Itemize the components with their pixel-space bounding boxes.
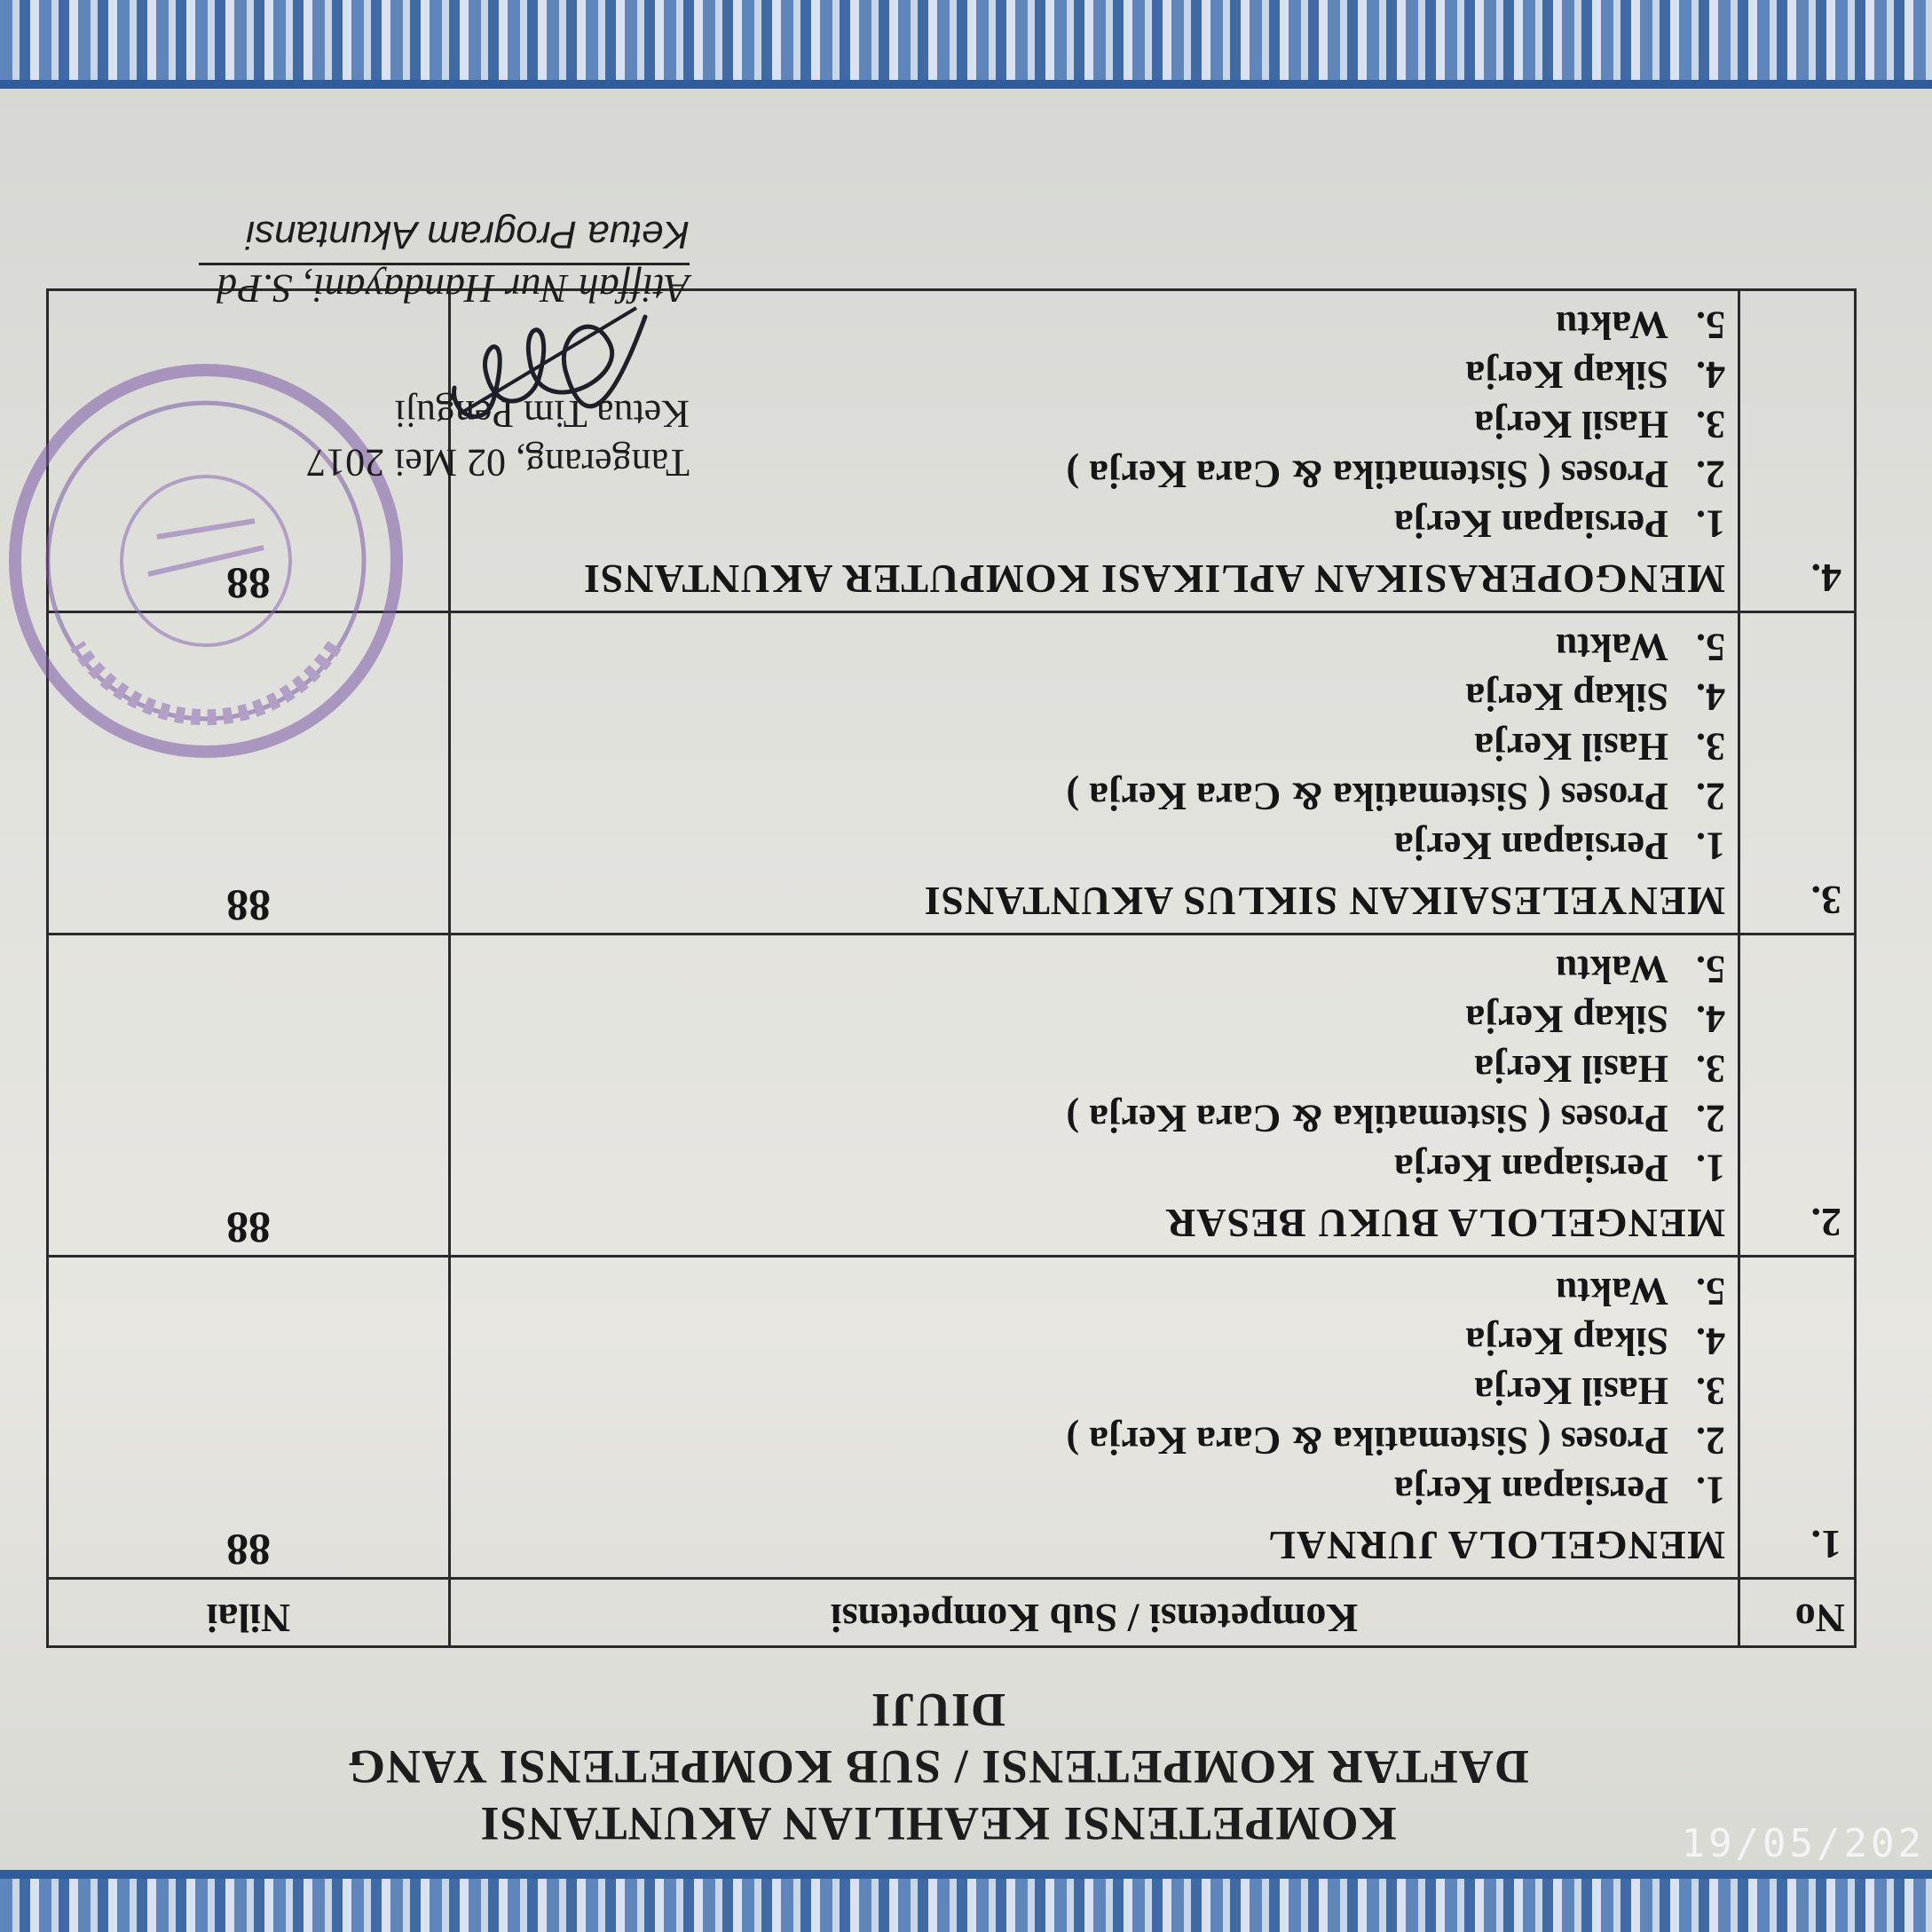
sub-competency-number: 3.: [1696, 403, 1725, 446]
decorative-border-bottom: [0, 1870, 1932, 1932]
sub-competency-label: Sikap Kerja: [1465, 1320, 1668, 1363]
sub-competency-item: [463, 994, 1725, 1044]
column-header-value: Nilai: [48, 1579, 450, 1647]
sub-competency-label: Waktu: [1555, 626, 1668, 669]
sub-competency-label: Proses ( Sistematika & Cara Kerja ): [1066, 1419, 1668, 1463]
competency-cell: [450, 612, 1739, 934]
sub-competency-number: 4.: [1696, 675, 1725, 719]
sub-competency-label: Waktu: [1555, 304, 1668, 347]
sub-competency-label: Hasil Kerja: [1474, 403, 1668, 446]
sub-competency-label: Waktu: [1555, 1270, 1668, 1313]
sub-competency-number: 1.: [1696, 1469, 1725, 1512]
sub-competency-number: 2.: [1696, 775, 1725, 818]
sub-competency-number: 2.: [1696, 453, 1725, 496]
row-number: 3.: [1739, 612, 1856, 934]
row-number: 1.: [1739, 1257, 1856, 1579]
sub-competency-number: 1.: [1696, 502, 1725, 546]
sub-competency-number: 4.: [1696, 353, 1725, 397]
sub-competency-number: 5.: [1696, 304, 1725, 347]
sub-competency-item: [463, 821, 1725, 871]
sub-competency-label: Persiapan Kerja: [1393, 824, 1668, 868]
row-number: 2.: [1739, 934, 1856, 1257]
competency-name: MENGELOLA BUKU BESAR: [1165, 1201, 1725, 1246]
sub-competency-item: [463, 499, 1725, 548]
sub-competency-number: 3.: [1696, 725, 1725, 769]
sub-competency-item: [463, 722, 1725, 771]
sub-competency-item: [463, 1415, 1725, 1465]
sub-competency-item: [463, 622, 1725, 672]
table-header-row: [48, 1579, 1856, 1647]
signer-name: Atiffah Nur Handayani, S.Pd: [199, 263, 690, 312]
sub-competency-item: [463, 1143, 1725, 1193]
handwritten-signature: [432, 290, 663, 450]
table-row: [48, 1257, 1856, 1579]
competency-cell: [450, 934, 1739, 1257]
sub-competency-item: [463, 1366, 1725, 1415]
sub-competency-label: Persiapan Kerja: [1393, 502, 1668, 546]
signer-role: Ketua Tim Penguji: [394, 392, 690, 436]
sub-competency-number: 3.: [1696, 1047, 1725, 1091]
score-value: 88: [48, 290, 450, 612]
sub-competency-item: [463, 1044, 1725, 1093]
sub-competency-label: Proses ( Sistematika & Cara Kerja ): [1066, 775, 1668, 818]
sub-competency-number: 5.: [1696, 948, 1725, 991]
sub-competency-label: Hasil Kerja: [1474, 725, 1668, 769]
sub-competency-label: Persiapan Kerja: [1393, 1147, 1668, 1190]
decorative-border-top: [0, 0, 1932, 89]
sub-competency-label: Sikap Kerja: [1465, 675, 1668, 719]
sub-competency-number: 1.: [1696, 1147, 1725, 1190]
score-value: 88: [48, 1257, 450, 1579]
sub-competency-item: [463, 771, 1725, 821]
certificate-sheet: [0, 89, 1932, 1870]
sub-competency-item: [463, 1093, 1725, 1143]
sub-competency-list: [463, 944, 1725, 1193]
sub-competency-label: Proses ( Sistematika & Cara Kerja ): [1066, 1097, 1668, 1140]
sub-competency-label: Sikap Kerja: [1465, 998, 1668, 1041]
sub-competency-label: Waktu: [1555, 948, 1668, 991]
competency-name: MENGOPERASIKAN APLIKASI KOMPUTER AKUNTANSI: [582, 556, 1725, 602]
table-row: [48, 934, 1856, 1257]
photo-timestamp: 19/05/202: [1681, 1821, 1925, 1866]
sub-competency-item: [463, 1465, 1725, 1515]
sub-competency-item: [463, 672, 1725, 722]
sub-competency-number: 3.: [1696, 1369, 1725, 1413]
official-stamp: [0, 352, 414, 769]
sub-competency-list: [463, 622, 1725, 871]
sub-competency-label: Hasil Kerja: [1474, 1369, 1668, 1413]
sub-competency-number: 1.: [1696, 824, 1725, 868]
sub-competency-item: [463, 944, 1725, 994]
sub-competency-label: Proses ( Sistematika & Cara Kerja ): [1066, 453, 1668, 496]
place-date: Tangerang, 02 Mei 2017: [306, 441, 690, 485]
certificate-page: [0, 89, 1932, 1870]
sub-competency-number: 2.: [1696, 1419, 1725, 1463]
column-header-competency: Kompetensi / Sub Kompetensi: [450, 1579, 1739, 1647]
sub-competency-number: 5.: [1696, 626, 1725, 669]
sub-competency-number: 2.: [1696, 1097, 1725, 1140]
sub-competency-number: 4.: [1696, 998, 1725, 1041]
sub-competency-label: Sikap Kerja: [1465, 353, 1668, 397]
score-value: 88: [48, 934, 450, 1257]
sub-competency-label: Persiapan Kerja: [1393, 1469, 1668, 1512]
sub-competency-item: [463, 1316, 1725, 1366]
score-value: 88: [48, 612, 450, 934]
sub-competency-label: Hasil Kerja: [1474, 1047, 1668, 1091]
row-number: 4.: [1739, 290, 1856, 612]
competency-name: MENYELESAIKAN SIKLUS AKUNTANSI: [923, 879, 1725, 924]
competency-name: MENGELOLA JURNAL: [1267, 1523, 1725, 1568]
sub-competency-number: 4.: [1696, 1320, 1725, 1363]
signer-title: Ketua Program Akuntansi: [246, 213, 690, 256]
sub-competency-item: [463, 1266, 1725, 1316]
column-header-no: No: [1739, 1579, 1856, 1647]
document-title: KOMPETENSI KEAHLIAN AKUNTANSI: [479, 1797, 1397, 1850]
sub-competency-number: 5.: [1696, 1270, 1725, 1313]
sub-competency-list: [463, 1266, 1725, 1515]
competency-cell: [450, 1257, 1739, 1579]
document-subtitle: DAFTAR KOMPETENSI / SUB KOMPETENSI YANG DIUJI: [347, 1684, 1529, 1794]
